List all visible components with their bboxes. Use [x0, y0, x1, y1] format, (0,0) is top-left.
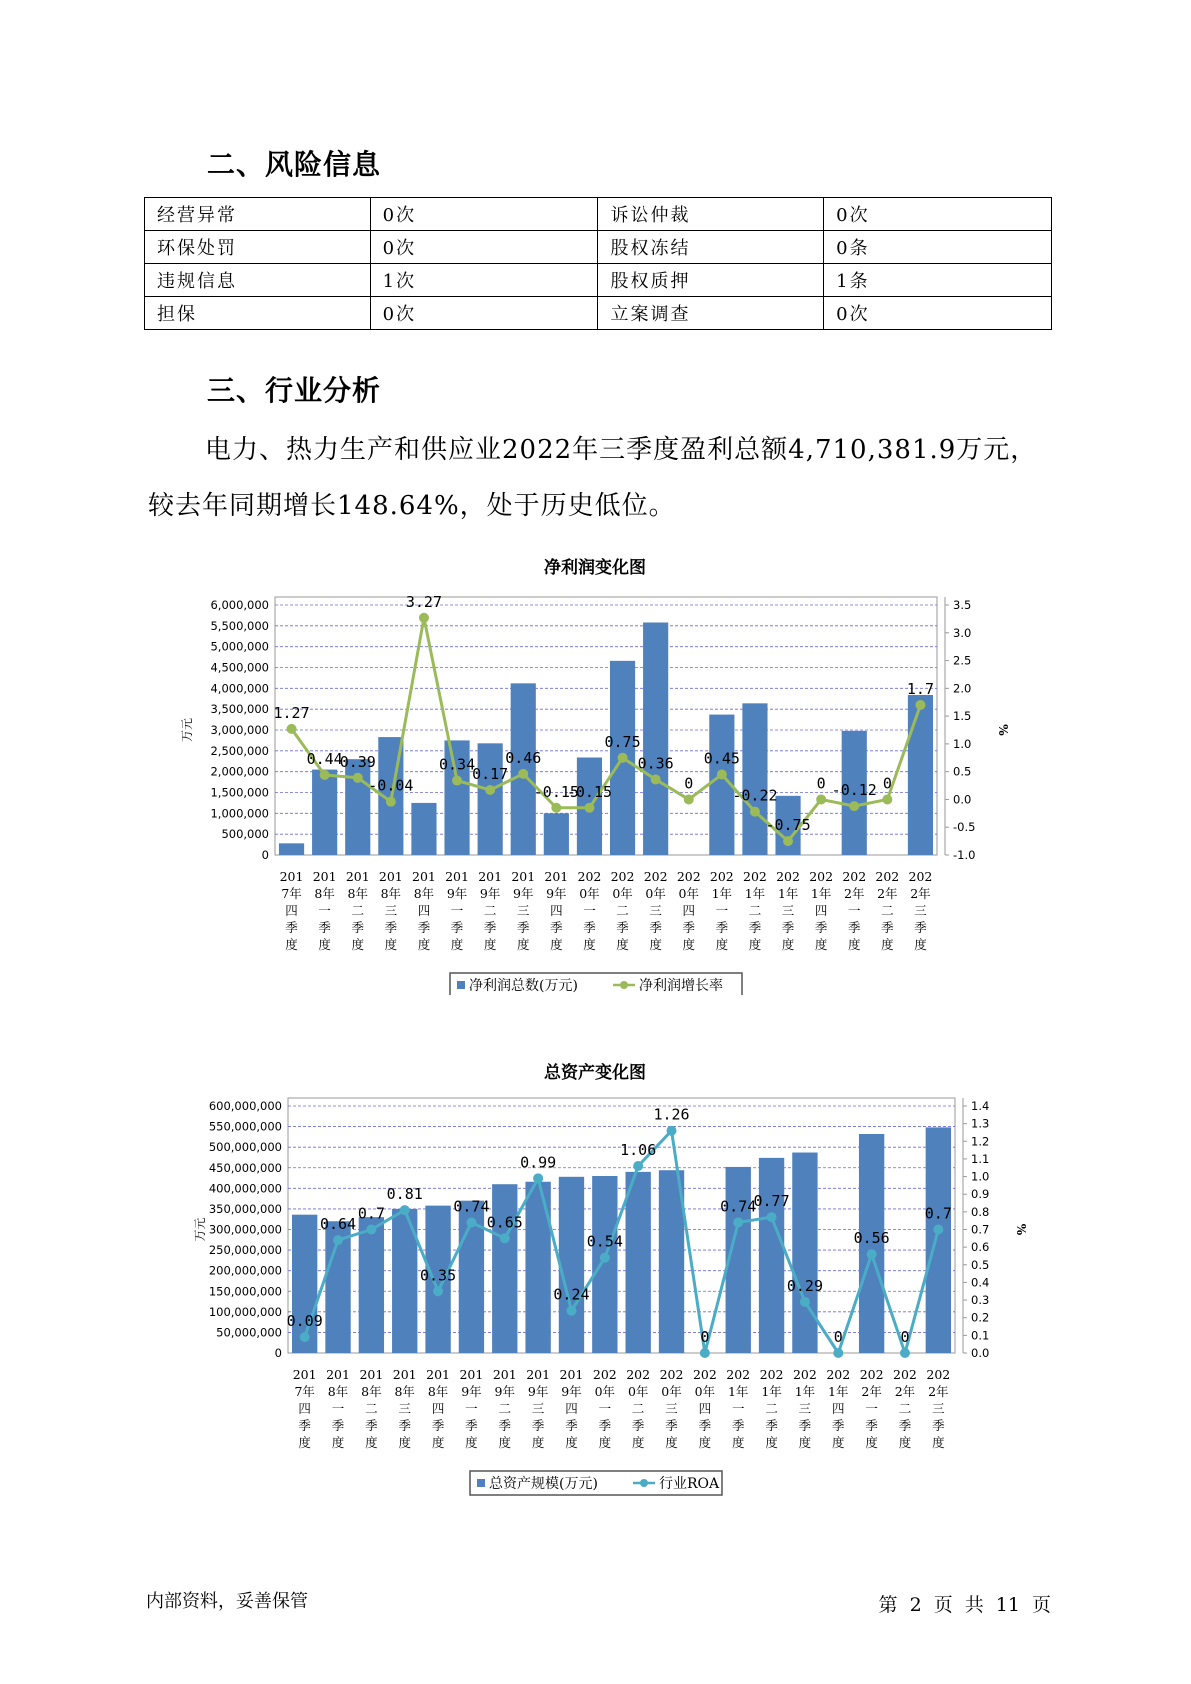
line-point	[882, 794, 892, 804]
y-tick-label: 6,000,000	[210, 598, 269, 612]
data-label: 0.77	[753, 1192, 790, 1211]
y-tick-label: 5,500,000	[210, 618, 269, 633]
data-label: 0.54	[586, 1232, 623, 1251]
y2-tick-label: 1.0	[953, 736, 972, 751]
line-point	[433, 1286, 443, 1296]
y-tick-label: 1,000,000	[210, 806, 269, 821]
line-point	[800, 1297, 810, 1307]
data-label: 0.29	[786, 1276, 823, 1295]
y2-tick-label: 0.4	[971, 1275, 990, 1290]
bar	[592, 1176, 617, 1353]
y2-tick-label: -1.0	[953, 848, 976, 862]
bar	[759, 1158, 784, 1353]
line-point	[684, 794, 694, 804]
x-tick-label: 202 0年四季度	[676, 869, 701, 952]
y-tick-label: 1,500,000	[210, 785, 269, 800]
line-point	[566, 1306, 576, 1316]
data-label: 0.44	[306, 750, 343, 768]
data-label: 0.09	[286, 1312, 323, 1331]
x-tick-label: 201 9年四季度	[544, 869, 569, 952]
y-tick-label: 150,000,000	[208, 1284, 282, 1299]
y2-tick-label: 2.5	[953, 653, 972, 668]
total-assets-chart	[0, 1040, 1191, 1500]
y2-tick-label: 0.0	[953, 792, 972, 807]
risk-item-label: 经营异常	[145, 198, 371, 231]
x-tick-label: 201 8年三季度	[392, 1367, 417, 1450]
risk-table-row	[145, 198, 1052, 231]
line-point	[867, 1249, 877, 1259]
bar	[626, 1172, 651, 1353]
y2-tick-label: 0.9	[971, 1187, 990, 1202]
x-tick-label: 202 2年三季度	[926, 1367, 951, 1450]
data-label: 1.06	[620, 1140, 657, 1159]
x-tick-label: 202 0年一季度	[592, 1367, 617, 1450]
y2-tick-label: 3.0	[953, 625, 972, 640]
line-point	[933, 1225, 943, 1235]
data-label: -0.04	[368, 776, 414, 795]
line-point	[733, 1217, 743, 1227]
risk-item-value: 0次	[824, 297, 1052, 330]
bar	[792, 1153, 817, 1353]
x-tick-label: 202 1年三季度	[776, 869, 800, 952]
bar	[544, 813, 569, 855]
industry-analysis-paragraph	[148, 422, 1058, 534]
footer-confidential-note: 内部资料，妥善保管	[146, 1591, 308, 1612]
risk-item-label: 环保处罚	[145, 231, 371, 264]
line-point	[485, 785, 495, 795]
data-label: 0.56	[853, 1229, 890, 1248]
data-label: 0.65	[486, 1213, 523, 1232]
y2-tick-label: 0.6	[971, 1240, 990, 1255]
y-tick-label: 600,000,000	[208, 1099, 282, 1113]
x-tick-label: 201 9年二季度	[492, 1367, 517, 1450]
risk-item-value: 0次	[370, 198, 598, 231]
line-point	[618, 753, 628, 763]
plot-area	[288, 1098, 955, 1353]
y-tick-label: 500,000	[221, 827, 269, 842]
bar	[411, 803, 436, 855]
x-tick-label: 202 1年二季度	[743, 869, 767, 952]
risk-item-value: 0次	[370, 297, 598, 330]
data-label: 0.81	[386, 1185, 423, 1204]
y-tick-label: 50,000,000	[216, 1325, 282, 1340]
bar	[359, 1217, 384, 1353]
line-point	[767, 1212, 777, 1222]
y-axis-label: 万元	[193, 1217, 207, 1242]
y2-tick-label: 0.0	[971, 1346, 990, 1360]
line-point	[366, 1225, 376, 1235]
data-label: 0	[816, 774, 826, 793]
data-label: -0.12	[831, 781, 877, 800]
y-tick-label: 3,500,000	[210, 702, 269, 717]
data-label: 0	[882, 774, 892, 793]
bar	[312, 770, 337, 855]
data-label: 0.45	[703, 749, 740, 768]
x-tick-label: 202 1年四季度	[826, 1367, 851, 1450]
data-label: 1.7	[906, 680, 934, 698]
x-tick-label: 201 8年四季度	[426, 1367, 451, 1450]
y2-tick-label: 0.8	[971, 1204, 990, 1219]
y-tick-label: 3,000,000	[210, 723, 269, 737]
x-tick-label: 201 7年四季度	[279, 869, 304, 952]
y-tick-label: 0	[261, 848, 269, 862]
data-label: 0.74	[453, 1197, 490, 1216]
x-tick-label: 202 0年二季度	[610, 869, 635, 952]
y-tick-label: 550,000,000	[208, 1119, 282, 1134]
legend-line-label: 净利润增长率	[639, 978, 723, 994]
line-point	[750, 807, 760, 817]
x-tick-label: 201 8年三季度	[378, 869, 403, 952]
risk-item-label: 股权冻结	[598, 231, 824, 264]
y-tick-label: 100,000,000	[208, 1304, 282, 1319]
line-point	[633, 1161, 643, 1171]
bar	[908, 695, 933, 855]
y-tick-label: 4,000,000	[210, 681, 269, 696]
y-axis-label: 万元	[180, 717, 194, 743]
x-tick-label: 201 9年一季度	[445, 869, 469, 952]
data-label: 0	[833, 1328, 843, 1346]
risk-item-value: 1次	[370, 264, 598, 297]
data-label: 0	[684, 774, 694, 793]
y2-axis-label: %	[996, 724, 1010, 736]
data-label: 0.99	[520, 1153, 557, 1172]
legend-line-marker	[620, 981, 628, 989]
data-label: 0	[700, 1328, 710, 1346]
bar	[478, 743, 503, 855]
line-point	[783, 836, 793, 846]
y2-tick-label: 1.5	[953, 709, 972, 724]
y2-tick-label: 1.1	[971, 1151, 990, 1166]
section-3-title: 三、行业分析	[207, 374, 382, 407]
line-point	[551, 803, 561, 813]
x-tick-label: 201 9年三季度	[511, 869, 536, 952]
net-profit-chart-svg	[0, 535, 1191, 995]
legend-bar-swatch	[457, 981, 465, 989]
x-tick-label: 201 9年二季度	[478, 869, 503, 952]
x-tick-label: 201 9年三季度	[526, 1367, 551, 1450]
data-label: -0.75	[765, 816, 811, 835]
y-tick-label: 300,000,000	[208, 1222, 282, 1237]
bar	[279, 843, 304, 855]
bar	[559, 1177, 584, 1353]
x-tick-label: 201 9年四季度	[559, 1367, 584, 1450]
bar	[492, 1184, 517, 1353]
x-tick-label: 202 0年二季度	[626, 1367, 651, 1450]
y2-tick-label: 2.0	[953, 681, 972, 696]
x-tick-label: 202 1年二季度	[759, 1367, 784, 1450]
x-tick-label: 201 9年一季度	[459, 1367, 484, 1450]
risk-item-label: 立案调查	[598, 297, 824, 330]
y2-tick-label: 1.0	[971, 1169, 990, 1184]
y-tick-label: 4,500,000	[210, 660, 269, 675]
bar	[926, 1127, 951, 1353]
risk-item-value: 0次	[824, 198, 1052, 231]
line-point	[533, 1173, 543, 1183]
legend-line-label: 行业ROA	[659, 1476, 720, 1492]
x-tick-label: 202 2年一季度	[859, 1367, 884, 1450]
line-point	[849, 801, 859, 811]
bar	[643, 623, 668, 856]
line-point	[400, 1205, 410, 1215]
data-label: 0.7	[357, 1204, 385, 1223]
y-tick-label: 250,000,000	[208, 1243, 282, 1258]
y-tick-label: 2,000,000	[210, 764, 269, 779]
line-point	[500, 1233, 510, 1243]
x-tick-label: 201 8年一季度	[326, 1367, 350, 1450]
section-2-title: 二、风险信息	[207, 148, 382, 181]
risk-item-value: 1条	[824, 264, 1052, 297]
x-tick-label: 201 8年一季度	[312, 869, 337, 952]
line-point	[900, 1348, 910, 1358]
data-label: 0.64	[319, 1215, 357, 1234]
line-point	[452, 776, 462, 786]
data-label: 0.24	[553, 1285, 590, 1304]
y2-tick-label: 1.4	[971, 1099, 990, 1113]
data-label: 0.34	[438, 755, 476, 774]
line-point	[333, 1235, 343, 1245]
legend-bar-label: 总资产规模(万元)	[489, 1476, 598, 1492]
chart-title: 总资产变化图	[544, 1063, 646, 1083]
risk-info-table	[144, 197, 1052, 330]
x-tick-label: 202 1年一季度	[726, 1367, 751, 1450]
paragraph-text: 电力、热力生产和供应业2022年三季度盈利总额4,710,381.9万元，较去年同期增长148.64%，处于历史低位。	[148, 435, 1038, 521]
x-tick-label: 202 0年三季度	[659, 1367, 684, 1450]
y-tick-label: 5,000,000	[210, 639, 269, 654]
x-tick-label: 201 8年二季度	[359, 1367, 384, 1450]
data-label: 0.17	[472, 765, 509, 783]
x-tick-label: 202 2年二季度	[893, 1367, 917, 1450]
y2-tick-label: 0.5	[953, 764, 972, 779]
line-point	[518, 769, 528, 779]
line-point	[816, 794, 826, 804]
data-label: 0.39	[339, 752, 376, 771]
line-point	[300, 1332, 310, 1342]
line-point	[419, 613, 429, 623]
data-label: 0	[900, 1328, 910, 1346]
line-point	[320, 770, 330, 780]
data-label: -0.22	[732, 786, 778, 805]
data-label: 3.27	[405, 592, 443, 611]
data-label: 1.26	[653, 1105, 690, 1124]
risk-item-value: 0次	[370, 231, 598, 264]
y2-tick-label: 1.3	[971, 1116, 990, 1131]
y2-axis-label: %	[1014, 1223, 1028, 1236]
y-tick-label: 400,000,000	[208, 1181, 282, 1196]
y2-tick-label: 3.5	[953, 598, 972, 612]
data-label: 0.75	[604, 732, 641, 751]
data-label: 0.46	[505, 748, 542, 767]
y-tick-label: 450,000,000	[208, 1160, 282, 1175]
y2-tick-label: 0.1	[971, 1328, 990, 1343]
bar	[742, 703, 767, 855]
x-tick-label: 202 2年三季度	[908, 869, 933, 952]
y-tick-label: 350,000,000	[208, 1201, 282, 1216]
y-tick-label: 500,000,000	[208, 1140, 282, 1155]
line-point	[717, 769, 727, 779]
data-label: 0.35	[420, 1266, 457, 1285]
risk-item-label: 股权质押	[598, 264, 824, 297]
risk-item-label: 担保	[145, 297, 371, 330]
data-label: 0.74	[720, 1197, 757, 1216]
risk-item-value: 0条	[824, 231, 1052, 264]
x-tick-label: 202 2年二季度	[875, 869, 900, 952]
net-profit-chart	[0, 535, 1191, 995]
line-point	[386, 797, 396, 807]
x-tick-label: 202 1年一季度	[709, 869, 734, 952]
line-point	[466, 1217, 476, 1227]
plot-area	[275, 597, 937, 855]
risk-item-label: 诉讼仲裁	[598, 198, 824, 231]
y-tick-label: 2,500,000	[210, 743, 269, 758]
y2-tick-label: 0.5	[971, 1257, 990, 1272]
risk-table-row	[145, 297, 1052, 330]
x-tick-label: 201 8年二季度	[345, 869, 370, 952]
y-tick-label: 200,000,000	[208, 1263, 282, 1278]
y-tick-label: 0	[274, 1346, 282, 1360]
legend-bar-swatch	[477, 1479, 485, 1487]
line-point	[600, 1253, 610, 1263]
footer-page-number: 第 2 页 共 11 页	[878, 1594, 1051, 1616]
x-tick-label: 201 8年四季度	[412, 869, 436, 952]
data-label: -0.15	[566, 782, 613, 801]
risk-table-row	[145, 231, 1052, 264]
x-tick-label: 202 0年三季度	[643, 869, 668, 952]
line-point	[833, 1348, 843, 1358]
y2-tick-label: 0.3	[971, 1293, 990, 1308]
legend-bar-label: 净利润总数(万元)	[469, 978, 578, 994]
risk-table-row	[145, 264, 1052, 297]
y2-tick-label: 1.2	[971, 1134, 990, 1149]
line-point	[700, 1348, 710, 1358]
data-label: 0.7	[924, 1204, 952, 1223]
x-tick-label: 201 7年四季度	[292, 1367, 317, 1450]
x-tick-label: 202 1年三季度	[792, 1367, 817, 1450]
y2-tick-label: -0.5	[953, 820, 976, 835]
x-tick-label: 202 0年四季度	[692, 1367, 717, 1450]
line-point	[584, 803, 594, 813]
y2-tick-label: 0.2	[971, 1310, 990, 1325]
legend-line-marker	[640, 1479, 648, 1487]
chart-title: 净利润变化图	[544, 558, 646, 578]
x-tick-label: 202 0年一季度	[577, 869, 602, 952]
line-point	[287, 724, 297, 734]
line-point	[353, 773, 363, 783]
risk-item-label: 违规信息	[145, 264, 371, 297]
data-label: 0.36	[637, 754, 674, 773]
line-point	[651, 774, 661, 784]
x-tick-label: 202 1年四季度	[809, 869, 834, 952]
data-label: -0.15	[533, 782, 579, 801]
line-point	[667, 1126, 677, 1136]
data-label: 1.27	[273, 703, 310, 722]
line-point	[915, 700, 925, 710]
x-tick-label: 202 2年一季度	[842, 869, 867, 952]
y2-tick-label: 0.7	[971, 1222, 990, 1237]
total-assets-chart-svg	[0, 1040, 1191, 1500]
